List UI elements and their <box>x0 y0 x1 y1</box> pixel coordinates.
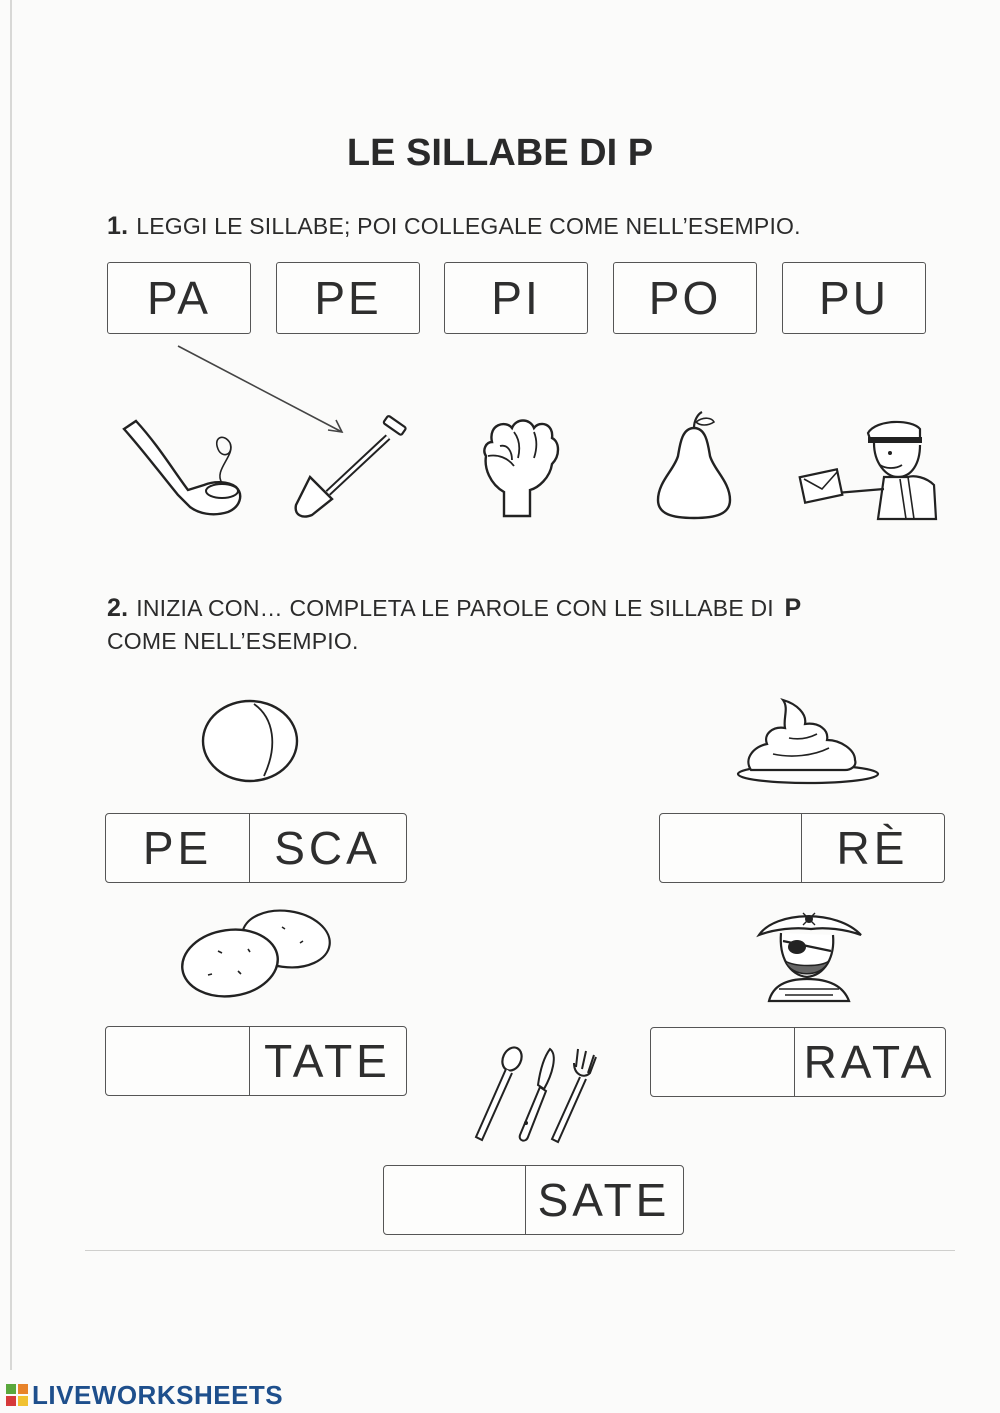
syllable-box-pe[interactable]: PE <box>276 262 420 334</box>
page-edge <box>10 0 12 1370</box>
shovel-icon[interactable] <box>290 415 415 523</box>
peach-icon[interactable] <box>198 696 303 786</box>
syllable-slot-1[interactable]: PE <box>106 814 250 882</box>
pipe-icon[interactable] <box>118 415 248 520</box>
word-box-pesca <box>105 813 407 883</box>
word-ending-5: SATE <box>537 1174 671 1226</box>
liveworksheets-logo-icon <box>6 1384 28 1406</box>
footer-brand[interactable] <box>6 1378 283 1412</box>
exercise2-text: INIZIA CON… COMPLETA LE PAROLE CON LE SILLABE DI <box>136 595 774 621</box>
exercise2-number: 2. <box>107 594 129 622</box>
syllable-box-pa[interactable]: PA <box>107 262 251 334</box>
logo-square-orange <box>18 1384 28 1394</box>
exercise1-instruction <box>107 212 801 241</box>
exercise2-letter: P <box>784 594 802 622</box>
logo-square-red <box>6 1396 16 1406</box>
pirate-icon[interactable] <box>755 905 865 1005</box>
syllable-slot-4[interactable] <box>651 1028 795 1096</box>
exercise2-instruction-line1 <box>107 594 809 623</box>
syllable-box-pi[interactable]: PI <box>444 262 588 334</box>
syllable-slot-5[interactable] <box>384 1166 526 1234</box>
pear-icon[interactable] <box>652 410 737 522</box>
bottom-rule <box>85 1250 955 1251</box>
syllable-slot-2[interactable] <box>660 814 802 882</box>
fist-icon[interactable] <box>478 412 563 522</box>
footer-brand-text: LIVEWORKSHEETS <box>32 1379 284 1410</box>
syllable-box-po[interactable]: PO <box>613 262 757 334</box>
logo-square-yellow <box>18 1396 28 1406</box>
word-ending-4: RATA <box>803 1036 936 1088</box>
word-box-patate <box>105 1026 407 1096</box>
logo-square-green <box>6 1384 16 1394</box>
exercise1-text: LEGGI LE SILLABE; POI COLLEGALE COME NELL’ESEMPIO. <box>136 213 801 239</box>
puree-icon[interactable] <box>733 698 883 786</box>
syllable-slot-3[interactable] <box>106 1027 250 1095</box>
word-ending-2: RÈ <box>836 822 909 874</box>
word-ending-1: SCA <box>274 822 381 874</box>
word-box-posate <box>383 1165 684 1235</box>
cutlery-icon[interactable] <box>466 1045 616 1145</box>
word-box-pure <box>659 813 945 883</box>
word-box-pirata <box>650 1027 946 1097</box>
exercise1-number: 1. <box>107 212 129 240</box>
exercise2-instruction-line2: COME NELL’ESEMPIO. <box>107 628 359 654</box>
page-title: LE SILLABE DI P <box>346 132 654 174</box>
word-ending-3: TATE <box>264 1035 391 1087</box>
postman-icon[interactable] <box>796 415 941 523</box>
potatoes-icon[interactable] <box>178 905 333 1000</box>
syllable-box-pu[interactable]: PU <box>782 262 926 334</box>
